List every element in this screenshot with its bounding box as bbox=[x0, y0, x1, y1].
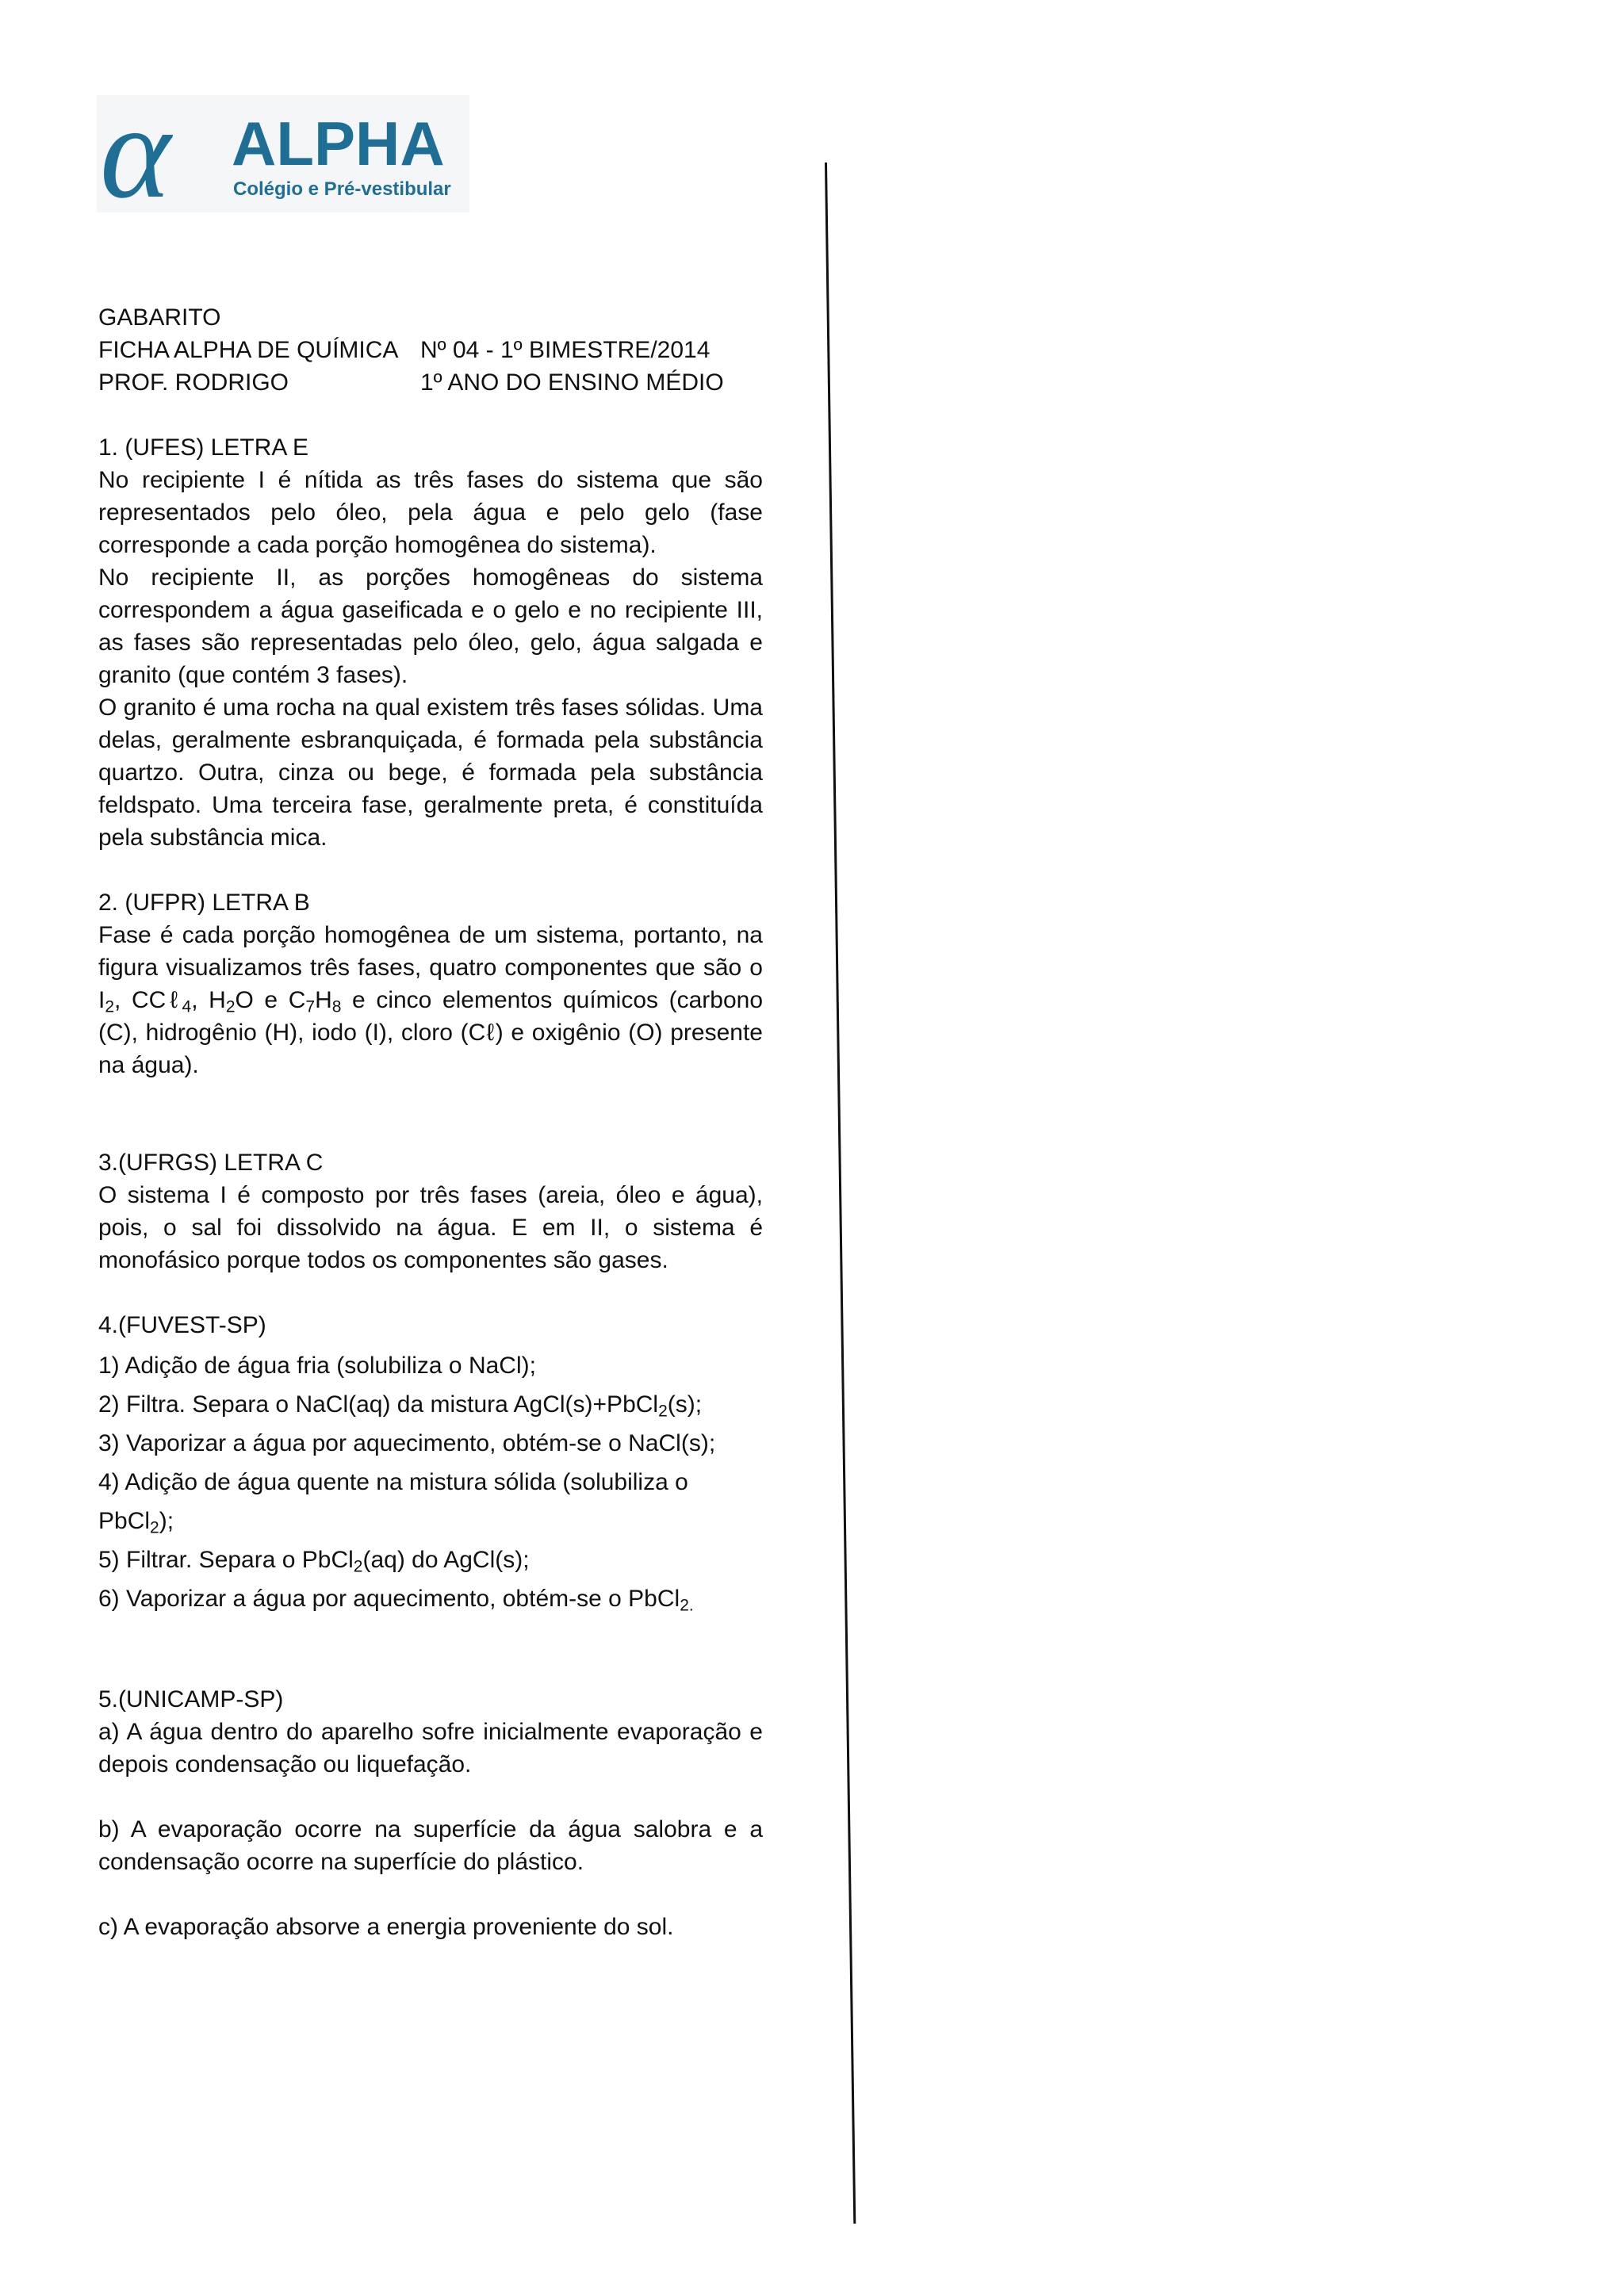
step-6-sub: 2. bbox=[680, 1596, 694, 1615]
step-4-text-end: ); bbox=[159, 1508, 174, 1534]
question-4-step-3: 3) Vaporizar a água por aquecimento, obtém-se o NaCl(s); bbox=[98, 1430, 716, 1456]
step-6-text: 6) Vaporizar a água por aquecimento, obtém-se o PbCl bbox=[98, 1586, 680, 1612]
alpha-symbol: α bbox=[100, 95, 171, 212]
grade-level: 1º ANO DO ENSINO MÉDIO bbox=[420, 369, 724, 396]
step-5-text: 5) Filtrar. Separa o PbCl bbox=[98, 1547, 354, 1573]
q2-sub-5: 8 bbox=[331, 997, 342, 1016]
question-1-paragraph-2: No recipiente II, as porções homogêneas do sistema correspondem a água gaseificada e o gelo e no recipiente III, as fases são representadas pelo óleo, gelo, água salgada e granito (que contém 3 fases). bbox=[98, 564, 763, 688]
teacher-name: PROF. RODRIGO bbox=[98, 369, 289, 396]
question-5-item-b: b) A evaporação ocorre na superfície da água salobra e a condensação ocorre na superfície do plástico. bbox=[98, 1816, 763, 1875]
logo-name: ALPHA bbox=[232, 109, 445, 178]
question-4-step-5 bbox=[98, 1540, 763, 1579]
q2-sub-4: 7 bbox=[305, 997, 316, 1016]
question-1-paragraph-1: No recipiente I é nítida as três fases do sistema que são representados pelo óleo, pela água e pelo gelo (fase corresponde a cada porção homogênea do sistema). bbox=[98, 467, 763, 558]
step-5-sub: 2 bbox=[353, 1557, 363, 1576]
q2-text-4: O e C bbox=[235, 987, 306, 1013]
question-1-title: 1. (UFES) LETRA E bbox=[98, 434, 309, 461]
question-2-title: 2. (UFPR) LETRA B bbox=[98, 890, 310, 916]
question-3-paragraph: O sistema I é composto por três fases (areia, óleo e água), pois, o sal foi dissolvido na água. E em II, o sistema é monofásico porque todos os componentes são gases. bbox=[98, 1182, 763, 1273]
question-5-item-c: c) A evaporação absorve a energia proveniente do sol. bbox=[98, 1914, 674, 1940]
q2-text-2: , CCℓ bbox=[114, 987, 182, 1013]
q2-sub-3: 2 bbox=[225, 997, 236, 1016]
header-line-3 bbox=[98, 366, 763, 399]
step-2-text-end: (s); bbox=[667, 1391, 703, 1418]
question-3 bbox=[98, 1146, 763, 1276]
question-4-step-6 bbox=[98, 1579, 763, 1618]
q2-sub-1: 2 bbox=[105, 997, 115, 1016]
q2-text-6: e cinco elementos químicos (carbono (C), hidrogênio (H), iodo (I), cloro (Cℓ) e oxigênio (O) presente na água). bbox=[98, 987, 763, 1078]
question-3-title: 3.(UFRGS) LETRA C bbox=[98, 1150, 324, 1176]
worksheet-number: Nº 04 - 1º BIMESTRE/2014 bbox=[420, 337, 710, 363]
q2-sub-2: 4 bbox=[182, 997, 192, 1016]
question-4-title: 4.(FUVEST-SP) bbox=[98, 1312, 266, 1338]
question-1-paragraph-3: O granito é uma rocha na qual existem três fases sólidas. Uma delas, geralmente esbranquiçada, é formada pela substância quartzo. Outra, cinza ou bege, é formada pela substância feldspato. Uma terceira fase, geralmente preta, é constituída pela substância mica. bbox=[98, 695, 763, 851]
question-4-step-1: 1) Adição de água fria (solubiliza o NaCl); bbox=[98, 1353, 536, 1379]
school-logo bbox=[97, 95, 469, 212]
question-4-step-4 bbox=[98, 1463, 763, 1540]
logo-tagline: Colégio e Pré-vestibular bbox=[233, 178, 451, 200]
step-2-text: 2) Filtra. Separa o NaCl(aq) da mistura AgCl(s)+PbCl bbox=[98, 1391, 659, 1418]
step-2-sub: 2 bbox=[658, 1402, 668, 1421]
q2-text-5: H bbox=[315, 987, 332, 1013]
step-4-text: 4) Adição de água quente na mistura sólida (solubiliza o PbCl bbox=[98, 1469, 688, 1534]
alpha-logo-graphic bbox=[97, 95, 469, 212]
q2-text-3: , H bbox=[191, 987, 226, 1013]
header-title: GABARITO bbox=[98, 304, 221, 331]
document-header bbox=[98, 301, 763, 399]
question-5 bbox=[98, 1683, 763, 1943]
column-divider bbox=[825, 163, 856, 2224]
question-2-paragraph bbox=[98, 919, 763, 1081]
worksheet-name: FICHA ALPHA DE QUÍMICA bbox=[98, 337, 399, 363]
question-4 bbox=[98, 1309, 763, 1618]
question-4-step-2 bbox=[98, 1385, 763, 1424]
question-1 bbox=[98, 431, 763, 854]
question-2 bbox=[98, 886, 763, 1081]
question-5-item-a: a) A água dentro do aparelho sofre inicialmente evaporação e depois condensação ou liquefação. bbox=[98, 1719, 763, 1777]
answer-key-column bbox=[98, 301, 763, 1943]
q2-text-1: Fase é cada porção homogênea de um sistema, portanto, na figura visualizamos três fases, quatro componentes que são o I bbox=[98, 922, 763, 1013]
question-5-title: 5.(UNICAMP-SP) bbox=[98, 1686, 284, 1712]
step-4-sub: 2 bbox=[150, 1518, 159, 1537]
header-line-2 bbox=[98, 334, 763, 366]
step-5-text-end: (aq) do AgCl(s); bbox=[362, 1547, 530, 1573]
